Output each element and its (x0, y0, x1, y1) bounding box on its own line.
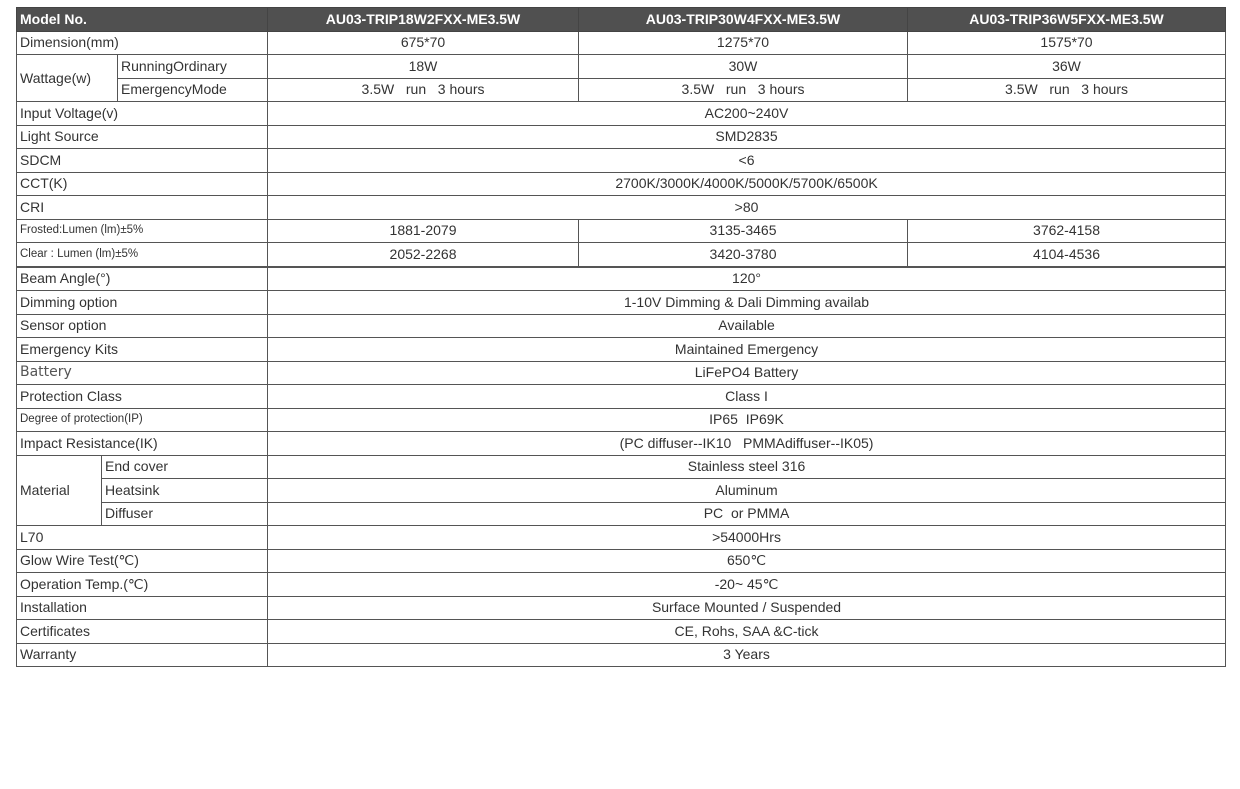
dimming-value: 1-10V Dimming & Dali Dimming availab (268, 291, 1226, 315)
battery-value: LiFePO4 Battery (268, 361, 1226, 385)
frosted-label: Frosted:Lumen (lm)±5% (17, 219, 268, 243)
l70-label: L70 (17, 526, 268, 550)
material-label: Material (17, 455, 102, 526)
installation-label: Installation (17, 596, 268, 620)
heatsink-value: Aluminum (268, 479, 1226, 503)
dimension-value-1: 675*70 (268, 31, 579, 55)
battery-label: Battery (17, 361, 268, 385)
frosted-value-3: 3762-4158 (908, 219, 1226, 243)
clear-value-3: 4104-4536 (908, 243, 1226, 267)
heatsink-label: Heatsink (102, 479, 268, 503)
clear-value-1: 2052-2268 (268, 243, 579, 267)
dimension-value-2: 1275*70 (579, 31, 908, 55)
clear-value-2: 3420-3780 (579, 243, 908, 267)
protection-class-label: Protection Class (17, 385, 268, 409)
row-warranty (17, 643, 1226, 667)
emergency-value-3: 3.5W run 3 hours (908, 78, 1226, 102)
row-clear-lumen (17, 243, 1226, 267)
frosted-value-2: 3135-3465 (579, 219, 908, 243)
row-material-diffuser (17, 502, 1226, 526)
emergency-value-2: 3.5W run 3 hours (579, 78, 908, 102)
header-row (17, 8, 1226, 32)
row-frosted-lumen (17, 219, 1226, 243)
certificates-value: CE, Rohs, SAA &C-tick (268, 620, 1226, 644)
running-value-1: 18W (268, 55, 579, 79)
beam-angle-value: 120° (268, 267, 1226, 291)
warranty-label: Warranty (17, 643, 268, 667)
input-voltage-label: Input Voltage(v) (17, 102, 268, 126)
l70-value: >54000Hrs (268, 526, 1226, 550)
end-cover-value: Stainless steel 316 (268, 455, 1226, 479)
diffuser-label: Diffuser (102, 502, 268, 526)
protection-class-value: Class I (268, 385, 1226, 409)
row-dimension (17, 31, 1226, 55)
running-value-3: 36W (908, 55, 1226, 79)
warranty-value: 3 Years (268, 643, 1226, 667)
row-protection-class (17, 385, 1226, 409)
ik-label: Impact Resistance(IK) (17, 432, 268, 456)
clear-label: Clear : Lumen (lm)±5% (17, 243, 268, 267)
row-glow-wire (17, 549, 1226, 573)
sensor-label: Sensor option (17, 314, 268, 338)
emergency-kits-label: Emergency Kits (17, 338, 268, 362)
model-1: AU03-TRIP18W2FXX-ME3.5W (268, 8, 579, 32)
row-cct (17, 172, 1226, 196)
wattage-label: Wattage(w) (17, 55, 118, 102)
frosted-value-1: 1881-2079 (268, 219, 579, 243)
row-sdcm (17, 149, 1226, 173)
end-cover-label: End cover (102, 455, 268, 479)
header-label: Model No. (17, 8, 268, 32)
ip-label: Degree of protection(IP) (17, 408, 268, 432)
cct-value: 2700K/3000K/4000K/5000K/5700K/6500K (268, 172, 1226, 196)
operation-temp-value: -20~ 45℃ (268, 573, 1226, 597)
row-certificates (17, 620, 1226, 644)
row-material-end-cover (17, 455, 1226, 479)
model-3: AU03-TRIP36W5FXX-ME3.5W (908, 8, 1226, 32)
dimension-value-3: 1575*70 (908, 31, 1226, 55)
row-beam-angle (17, 267, 1226, 291)
row-battery (17, 361, 1226, 385)
cri-value: >80 (268, 196, 1226, 220)
row-ik (17, 432, 1226, 456)
model-2: AU03-TRIP30W4FXX-ME3.5W (579, 8, 908, 32)
sdcm-value: <6 (268, 149, 1226, 173)
dimension-label: Dimension(mm) (17, 31, 268, 55)
row-emergency-kits (17, 338, 1226, 362)
emergency-label: EmergencyMode (118, 78, 268, 102)
light-source-value: SMD2835 (268, 125, 1226, 149)
operation-temp-label: Operation Temp.(℃) (17, 573, 268, 597)
input-voltage-value: AC200~240V (268, 102, 1226, 126)
row-ip (17, 408, 1226, 432)
ip-value: IP65 IP69K (268, 408, 1226, 432)
running-label: RunningOrdinary (118, 55, 268, 79)
row-sensor (17, 314, 1226, 338)
cct-label: CCT(K) (17, 172, 268, 196)
row-cri (17, 196, 1226, 220)
light-source-label: Light Source (17, 125, 268, 149)
running-value-2: 30W (579, 55, 908, 79)
certificates-label: Certificates (17, 620, 268, 644)
row-wattage-emergency (17, 78, 1226, 102)
ik-value: (PC diffuser--IK10 PMMAdiffuser--IK05) (268, 432, 1226, 456)
glow-wire-value: 650℃ (268, 549, 1226, 573)
row-wattage-running (17, 55, 1226, 79)
row-light-source (17, 125, 1226, 149)
spec-table (16, 7, 1226, 667)
dimming-label: Dimming option (17, 291, 268, 315)
emergency-kits-value: Maintained Emergency (268, 338, 1226, 362)
sensor-value: Available (268, 314, 1226, 338)
row-operation-temp (17, 573, 1226, 597)
row-l70 (17, 526, 1226, 550)
row-dimming (17, 291, 1226, 315)
beam-angle-label: Beam Angle(°) (17, 267, 268, 291)
glow-wire-label: Glow Wire Test(℃) (17, 549, 268, 573)
installation-value: Surface Mounted / Suspended (268, 596, 1226, 620)
sdcm-label: SDCM (17, 149, 268, 173)
diffuser-value: PC or PMMA (268, 502, 1226, 526)
row-material-heatsink (17, 479, 1226, 503)
row-installation (17, 596, 1226, 620)
row-input-voltage (17, 102, 1226, 126)
emergency-value-1: 3.5W run 3 hours (268, 78, 579, 102)
cri-label: CRI (17, 196, 268, 220)
